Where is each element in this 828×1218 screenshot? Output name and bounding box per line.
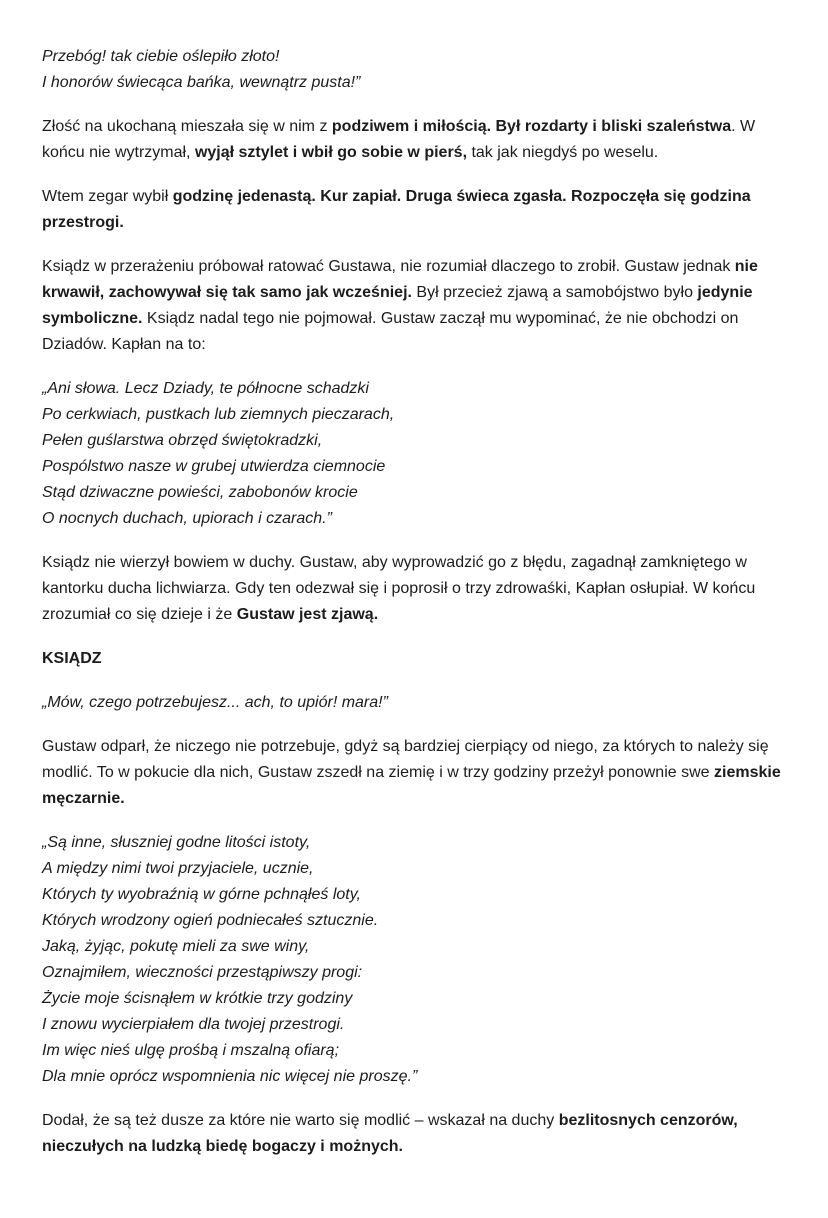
- paragraph-priest-reaction: [42, 254, 786, 358]
- body-text: Ksiądz nadal tego nie pojmował. Gustaw zaczął mu wypominać, że nie obchodzi on Dziadów. Kapłan na to:: [42, 310, 739, 353]
- paragraph-ghost-usurer: [42, 550, 786, 628]
- paragraph-anger: [42, 114, 786, 166]
- opening-quote: Przebóg! tak ciebie oślepiło złoto! I honorów świecąca bańka, wewnątrz pusta!”: [42, 48, 361, 91]
- bold-text: nie krwawił, zachowywał się tak samo jak wcześniej.: [42, 258, 758, 301]
- body-text: Dodał, że są też dusze za które nie warto się modlić – wskazał na duchy: [42, 1112, 559, 1129]
- paragraph-gustaw-reply: [42, 734, 786, 812]
- bold-text: podziwem i miłością. Był rozdarty i bliski szaleństwa: [331, 118, 732, 135]
- bold-text: ziemskie męczarnie.: [42, 764, 781, 807]
- document-body: [42, 44, 786, 1160]
- quote-mow: „Mów, czego potrzebujesz... ach, to upiór! mara!”: [42, 694, 388, 711]
- verse-dziady: „Ani słowa. Lecz Dziady, te północne schadzki Po cerkwiach, pustkach lub ziemnych pieczarach, Pełen guślarstwa obrzęd świętokradzki, Pospólstwo nasze w grubej utwierdza ciemnocie Stąd dziwaczne powieści, zabobonów krocie O nocnych duchach, upiorach i czarach.”: [42, 380, 395, 527]
- body-text: tak jak niegdyś po weselu.: [467, 144, 659, 161]
- body-text: Wtem zegar wybił: [42, 188, 173, 205]
- bold-text: wyjął sztylet i wbił go sobie w pierś,: [194, 144, 468, 161]
- speaker-ksiadz: KSIĄDZ: [42, 650, 102, 667]
- body-text: Złość na ukochaną mieszała się w nim z: [42, 118, 332, 135]
- paragraph-souls-not-worth: [42, 1108, 786, 1160]
- body-text: Gustaw odparł, że niczego nie potrzebuje, gdyż są bardziej cierpiący od niego, za których to należy się modlić. To w pokucie dla nich, Gustaw zszedł na ziemię i w trzy godziny przeżył ponownie swe: [42, 738, 769, 781]
- body-text: Był przecież zjawą a samobójstwo było: [411, 284, 698, 301]
- paragraph-clock: [42, 184, 786, 236]
- body-text: . W końcu nie wytrzymał,: [42, 118, 756, 161]
- verse-sa-inne: „Są inne, słuszniej godne litości istoty, A między nimi twoi przyjaciele, ucznie, Których ty wyobraźnią w górne pchnąłeś loty, Których wrodzony ogień podniecałeś sztucznie. Jaką, żyjąc, pokutę mieli za swe winy, Oznajmiłem, wieczności przestąpiwszy progi: Życie moje ścisnąłem w krótkie trzy godziny I znowu wycierpiałem dla twojej przestrogi. Im więc nieś ulgę prośbą i mszalną ofiarą; Dla mnie oprócz wspomnienia nic więcej nie proszę.”: [42, 834, 418, 1085]
- bold-text: godzinę jedenastą. Kur zapiał. Druga świeca zgasła. Rozpoczęła się godzina przestrogi.: [42, 188, 751, 231]
- body-text: Ksiądz w przerażeniu próbował ratować Gustawa, nie rozumiał dlaczego to zrobił. Gustaw jednak: [42, 258, 735, 275]
- bold-text: bezlitosnych cenzorów, nieczułych na ludzką biedę bogaczy i możnych.: [42, 1112, 738, 1155]
- bold-text: Gustaw jest zjawą.: [236, 606, 379, 623]
- body-text: Ksiądz nie wierzył bowiem w duchy. Gustaw, aby wyprowadzić go z błędu, zagadnął zamkniętego w kantorku ducha lichwiarza. Gdy ten odezwał się i poprosił o trzy zdrowaśki, Kapłan osłupiał. W końcu zrozumiał co się dzieje i że: [42, 554, 756, 623]
- bold-text: jedynie symboliczne.: [42, 284, 753, 327]
